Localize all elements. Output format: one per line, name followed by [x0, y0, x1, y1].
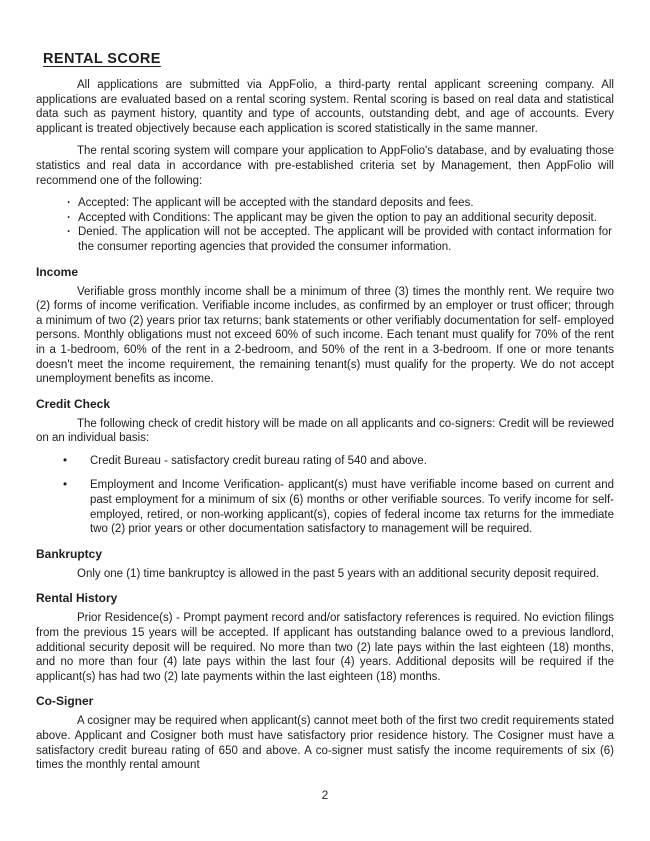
section-heading-rental-history: Rental History — [36, 591, 118, 606]
recommendation-list — [36, 196, 614, 254]
page-title: RENTAL SCORE — [43, 51, 161, 67]
section-co-signer — [36, 694, 614, 772]
section-body-rental-history: Prior Residence(s) - Prompt payment record and/or satisfactory references is required. No eviction filings from the previous 15 years will be accepted. If applicant has outstanding balance owed to a previous landlord, additional security deposit will be required. No more than two (2) late pays within the last eighteen (18) months, and no more than four (4) late pays within the last four (4) years. Additional deposits will be required if the applicant(s) has had two (2) late payments within the last eighteen (18) months. — [36, 612, 614, 683]
section-heading-bankruptcy: Bankruptcy — [36, 546, 103, 561]
intro-paragraph-2: The rental scoring system will compare your application to AppFolio's database, and by evaluating those statistics and real data in accordance with pre-established criteria set by Management, then AppFolio will recommend one of the following: — [36, 145, 614, 187]
list-item: · Accepted: The applicant will be accepted with the standard deposits and fees. — [78, 196, 614, 211]
section-body-bankruptcy: Only one (1) time bankruptcy is allowed in the past 5 years with an additional security deposit required. — [77, 567, 600, 580]
section-credit-check — [36, 397, 614, 537]
section-rental-history — [36, 591, 614, 684]
list-item: · Accepted with Conditions: The applicant may be given the option to pay an additional security deposit. — [78, 211, 614, 226]
list-item: • Credit Bureau - satisfactory credit bureau rating of 540 and above. — [90, 454, 614, 469]
section-bankruptcy — [36, 547, 614, 582]
intro-paragraph-1: All applications are submitted via AppFolio, a third-party rental applicant screening company. All applications are evaluated based on a rental scoring system. Rental scoring is based on real data and statistical data such as payment history, quantity and type of accounts, outstanding debt, and age of accounts. Every applicant is treated objectively because each application is scored statistically in the same manner. — [36, 79, 614, 135]
section-heading-income: Income — [36, 264, 79, 279]
section-heading-credit-check: Credit Check — [36, 396, 111, 411]
list-item: · Denied. The application will not be accepted. The applicant will be provided with contact information for the consumer reporting agencies that provided the consumer information. — [78, 225, 614, 254]
section-body-credit-check: The following check of credit history will be made on all applicants and co-signers: Credit will be reviewed on an individual basis: — [36, 417, 614, 445]
section-body-co-signer: A cosigner may be required when applicant(s) cannot meet both of the first two credit requirements stated above. Applicant and Cosigner both must have satisfactory prior residence history. The Cosigner must have a satisfactory credit bureau rating of 650 and above. A co-signer must satisfy the income requirements of six (6) times the monthly rental amount — [36, 715, 614, 772]
list-item: • Employment and Income Verification- applicant(s) must have verifiable income based on current and past employment for a minimum of six (6) months or other verifiable sources. To verify income for self-employed, retired, or non-working applicant(s), copies of federal income tax returns for the immediate two (2) prior years or other documentation satisfactory to management will be required. — [90, 478, 614, 536]
section-body-income: Verifiable gross monthly income shall be a minimum of three (3) times the monthly rent. We require two (2) forms of income verification. Verifiable income includes, as confirmed by an employer or trust officer; through a minimum of two (2) years prior tax returns; bank statements or other verifiably documentation for self- employed persons. Monthly obligations must not exceed 60% of such income. Each tenant must qualify for 70% of the rent in a 1-bedroom, 60% of the rent in a 2-bedroom, and 50% of the rent in a 3-bedroom. If one or more tenants doesn't meet the income requirement, the remaining tenant(s) must qualify for the property. We do not accept unemployment benefits as income. — [36, 285, 614, 386]
section-income — [36, 265, 614, 387]
section-heading-co-signer: Co-Signer — [36, 694, 94, 709]
page-number: 2 — [321, 788, 329, 802]
credit-check-list — [36, 454, 614, 537]
